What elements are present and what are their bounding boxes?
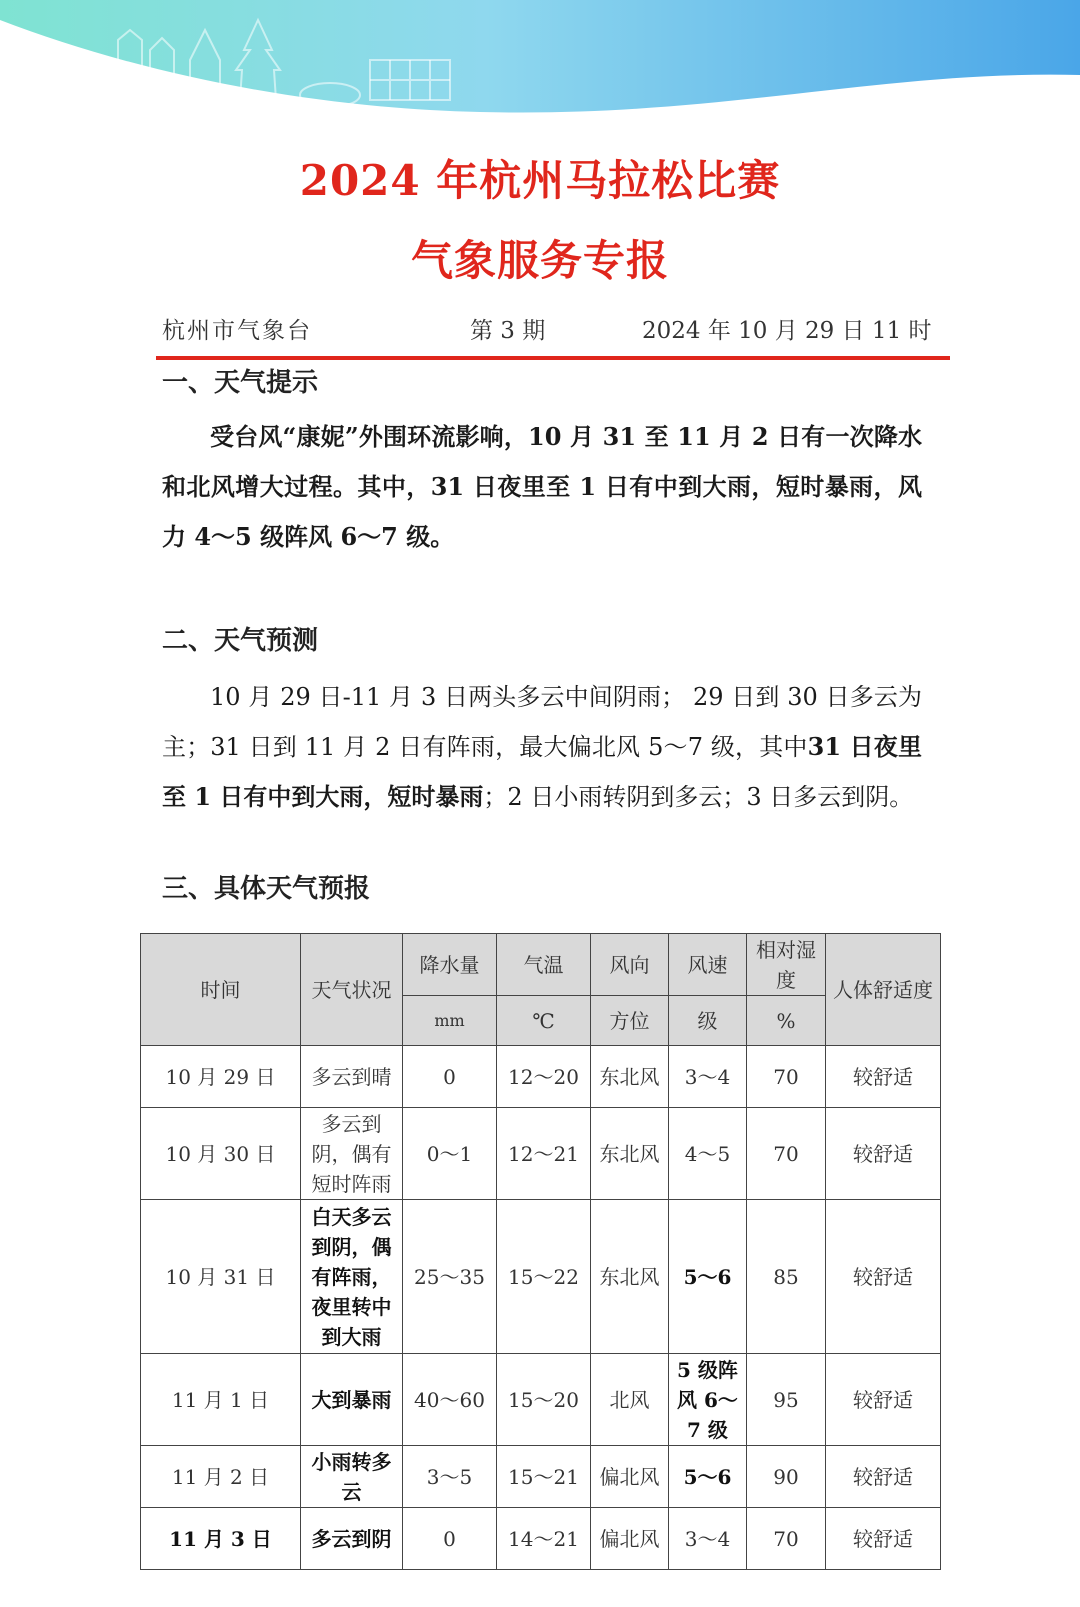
header-comfort: 人体舒适度 bbox=[826, 934, 941, 1046]
cell-comfort: 较舒适 bbox=[826, 1046, 941, 1108]
issue-number: 第 3 期 bbox=[470, 318, 546, 344]
cell-precip: 25～35 bbox=[403, 1200, 497, 1354]
cell-wind-dir: 偏北风 bbox=[591, 1446, 669, 1508]
cell-temp: 14～21 bbox=[497, 1508, 591, 1570]
table-row bbox=[141, 1200, 941, 1354]
cell-temp: 15～22 bbox=[497, 1200, 591, 1354]
report-title-line1: 2024 年杭州马拉松比赛 bbox=[299, 156, 781, 205]
table-row bbox=[141, 1046, 941, 1108]
issue-date: 2024 年 10 月 29 日 11 时 bbox=[642, 318, 932, 344]
report-title-line2: 气象服务专报 bbox=[410, 236, 669, 285]
unit-wind-speed: 级 bbox=[669, 996, 747, 1046]
cell-temp: 15～21 bbox=[497, 1446, 591, 1508]
cell-comfort: 较舒适 bbox=[826, 1354, 941, 1446]
table-row bbox=[141, 1354, 941, 1446]
issuer: 杭州市气象台 bbox=[162, 318, 312, 344]
table-row bbox=[141, 1508, 941, 1570]
cell-date: 10 月 30 日 bbox=[141, 1108, 301, 1200]
cell-comfort: 较舒适 bbox=[826, 1508, 941, 1570]
cell-wind-dir: 北风 bbox=[591, 1354, 669, 1446]
cell-humidity: 95 bbox=[747, 1354, 826, 1446]
section-heading-weather-tips: 一、天气提示 bbox=[162, 368, 319, 398]
forecast-text-bold: 31 日夜里至 1 日有中到大雨，短时暴雨 bbox=[162, 732, 922, 811]
forecast-table bbox=[140, 933, 941, 1570]
cell-precip: 40～60 bbox=[403, 1354, 497, 1446]
cell-humidity: 70 bbox=[747, 1108, 826, 1200]
section-heading-forecast: 二、天气预测 bbox=[162, 626, 319, 656]
header-humidity: 相对湿度 bbox=[747, 934, 826, 996]
cell-wind-speed: 5 级阵风 6～7 级 bbox=[669, 1354, 747, 1446]
cell-condition: 多云到阴，偶有短时阵雨 bbox=[301, 1108, 403, 1200]
cell-temp: 12～20 bbox=[497, 1046, 591, 1108]
header-condition: 天气状况 bbox=[301, 934, 403, 1046]
cell-condition: 多云到阴 bbox=[301, 1508, 403, 1570]
cell-comfort: 较舒适 bbox=[826, 1200, 941, 1354]
forecast-paragraph bbox=[162, 672, 922, 822]
cell-date: 11 月 2 日 bbox=[141, 1446, 301, 1508]
cell-temp: 15～20 bbox=[497, 1354, 591, 1446]
header-wind-speed: 风速 bbox=[669, 934, 747, 996]
cell-wind-speed: 3～4 bbox=[669, 1046, 747, 1108]
cell-humidity: 90 bbox=[747, 1446, 826, 1508]
table-row bbox=[141, 1108, 941, 1200]
cell-condition: 白天多云到阴，偶有阵雨，夜里转中到大雨 bbox=[301, 1200, 403, 1354]
cell-precip: 0 bbox=[403, 1046, 497, 1108]
header-wind-dir: 风向 bbox=[591, 934, 669, 996]
cell-wind-dir: 东北风 bbox=[591, 1200, 669, 1354]
unit-temp: ℃ bbox=[497, 996, 591, 1046]
section-heading-detailed-forecast: 三、具体天气预报 bbox=[162, 874, 371, 904]
cell-condition: 小雨转多云 bbox=[301, 1446, 403, 1508]
cell-comfort: 较舒适 bbox=[826, 1446, 941, 1508]
cell-condition: 大到暴雨 bbox=[301, 1354, 403, 1446]
cell-condition: 多云到晴 bbox=[301, 1046, 403, 1108]
unit-precip: mm bbox=[403, 996, 497, 1046]
cell-wind-speed: 4～5 bbox=[669, 1108, 747, 1200]
cell-wind-speed: 5～6 bbox=[669, 1446, 747, 1508]
cell-temp: 12～21 bbox=[497, 1108, 591, 1200]
cell-date: 10 月 29 日 bbox=[141, 1046, 301, 1108]
cell-humidity: 70 bbox=[747, 1508, 826, 1570]
header-divider bbox=[156, 356, 950, 360]
cell-wind-speed: 3～4 bbox=[669, 1508, 747, 1570]
header-temp: 气温 bbox=[497, 934, 591, 996]
cell-wind-dir: 偏北风 bbox=[591, 1508, 669, 1570]
cell-date: 10 月 31 日 bbox=[141, 1200, 301, 1354]
cell-date: 11 月 1 日 bbox=[141, 1354, 301, 1446]
header-precip: 降水量 bbox=[403, 934, 497, 996]
forecast-text-part1: 10 月 29 日-11 月 3 日两头多云中间阴雨； 29 日到 30 日多云为主；31 日到 11 月 2 日有阵雨，最大偏北风 5～7 级，其中 bbox=[162, 683, 922, 761]
cell-precip: 3～5 bbox=[403, 1446, 497, 1508]
forecast-text-part2: ；2 日小雨转阴到多云；3 日多云到阴。 bbox=[483, 783, 914, 811]
cell-wind-dir: 东北风 bbox=[591, 1108, 669, 1200]
cell-precip: 0～1 bbox=[403, 1108, 497, 1200]
cell-wind-dir: 东北风 bbox=[591, 1046, 669, 1108]
header-banner-graphic bbox=[0, 0, 1080, 140]
cell-humidity: 70 bbox=[747, 1046, 826, 1108]
cell-wind-speed: 5～6 bbox=[669, 1200, 747, 1354]
cell-humidity: 85 bbox=[747, 1200, 826, 1354]
cell-comfort: 较舒适 bbox=[826, 1108, 941, 1200]
unit-humidity: % bbox=[747, 996, 826, 1046]
unit-wind-dir: 方位 bbox=[591, 996, 669, 1046]
cell-precip: 0 bbox=[403, 1508, 497, 1570]
table-row bbox=[141, 1446, 941, 1508]
cell-date: 11 月 3 日 bbox=[141, 1508, 301, 1570]
header-time: 时间 bbox=[141, 934, 301, 1046]
weather-tips-text: 受台风“康妮”外围环流影响，10 月 31 至 11 月 2 日有一次降水和北风增大过程。其中，31 日夜里至 1 日有中到大雨，短时暴雨，风力 4～5 级阵风 6～7 级。 bbox=[162, 422, 922, 551]
